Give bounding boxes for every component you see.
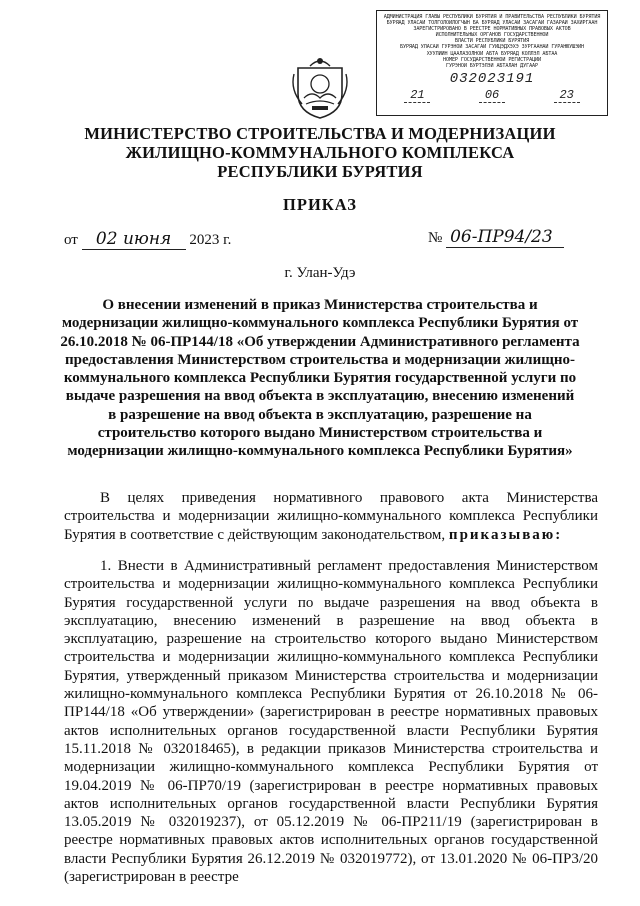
handwritten-number: 06-ПР94/23 <box>446 227 564 248</box>
document-type: ПРИКАЗ <box>283 195 357 214</box>
handwritten-date: 02 июня <box>82 229 186 250</box>
stamp-line: ВЛАСТИ РЕСПУБЛИКИ БУРЯТИЯ <box>454 38 530 45</box>
stamp-line: ХУУЛИИН ЦААЛАЗОЛНОЙ АБТА БУРЯАД КОЛЛЭЛ АБТАА <box>426 50 558 57</box>
stamp-line: НОМЕР ГОСУДАРСТВЕННОЙ РЕГИСТРАЦИИ <box>443 56 541 63</box>
stamp-line: БУРЯАД УЛАСАЙ ГУРЭНОЙ ЗАСАГАЙ ГУЙЦЭДХЭХЭ ЗУРГААНАЙ ГУРАНЮУШЭЙН <box>400 44 584 51</box>
coat-of-arms-icon <box>288 54 352 120</box>
registration-date <box>380 89 604 103</box>
stamp-line: БУРЯАД УЛАСАЙ ТОЛГОЛОЙЛОГЧЫН БА БУРЯАД УЛАСАЙ ЗАСАГАЙ ГАЗАРАЙ ЗАХИРГААН <box>386 20 598 27</box>
clause-1-paragraph: 1. Внести в Административный регламент предоставления Министерством строительства и модернизации жилищно-коммунального комплекса Республики Бурятия государственной услуги по выдаче разрешения на ввод объекта в эксплуатацию, внесению изменений в разрешение на ввод объекта в эксплуатацию, разрешение на строительство которого выдано Министерством строительства и модернизации жилищно-коммунального комплекса Республики Бурятия, утвержденный приказом Министерства строительства и модернизации жилищно-коммунального комплекса Республики Бурятия от 26.10.2018 № 06-ПР144/18 «Об утверждении» (зарегистрирован в реестре нормативных правовых актов исполнительных органов государственной власти Республики Бурятия 15.11.2018 № 032018465), в редакции приказов Министерства строительства и модернизации жилищно-коммунального комплекса Республики Бурятия от 19.04.2019 № 06-ПР70/19 (зарегистрирован в реестре нормативных правовых актов исполнительных органов государственной власти Республики Бурятия 13.05.2019 № 032019237), от 05.12.2019 № 06-ПР211/19 (зарегистрирован в реестре нормативных правовых актов исполнительных органов государственной власти Республики Бурятия 26.12.2019 № 032019772), от 13.01.2020 № 06-ПР3/20 (зарегистрирован в реестре <box>64 558 598 886</box>
preamble-paragraph <box>64 489 598 544</box>
stamp-line: ИСПОЛНИТЕЛЬНЫХ ОРГАНОВ ГОСУДАРСТВЕННОЙ <box>435 32 549 39</box>
ministry-name: МИНИСТЕРСТВО СТРОИТЕЛЬСТВА И МОДЕРНИЗАЦИИ ЖИЛИЩНО-КОММУНАЛЬНОГО КОМПЛЕКСА РЕСПУБЛИКИ БУРЯТИЯ <box>84 124 556 181</box>
year-label: 2023 г. <box>189 232 232 248</box>
from-label: от <box>64 232 78 248</box>
order-title: О внесении изменений в приказ Министерства строительства и модернизации жилищно-коммунального комплекса Республики Бурятия от 26.10.2018 № 06-ПР144/18 «Об утверждении Административного регламента предоставления Министерством строительства и модернизации жилищно-коммунального комплекса Республики Бурятия государственной услуги по выдаче разрешения на ввод объекта в эксплуатацию, внесению изменений в разрешение на ввод объекта в эксплуатацию, разрешение на строительство которого выдано Министерством строительства и модернизации жилищно-коммунального комплекса Республики Бурятия» <box>60 297 580 460</box>
number-label: № <box>428 230 443 246</box>
order-keyword: приказываю: <box>448 526 563 543</box>
order-number-line <box>428 227 564 248</box>
registration-month: 06 <box>479 89 505 103</box>
registration-day: 21 <box>404 89 430 103</box>
registration-number: 032023191 <box>449 70 535 87</box>
city: г. Улан-Удэ <box>284 265 356 281</box>
stamp-line: ГУРЭНОЙ БУРТЭЛЭЙ АБТАЛАН ДУГААР <box>446 62 538 69</box>
preamble-text: В целях приведения нормативного правового акта Министерства строительства и модернизации жилищно-коммунального комплекса Республики Бурятия в соответствие с действующим законодательством, <box>64 490 598 543</box>
registration-year: 23 <box>554 89 580 103</box>
order-date-line <box>64 229 231 250</box>
registration-stamp <box>376 10 608 116</box>
stamp-line: АДМИНИСТРАЦИЯ ГЛАВЫ РЕСПУБЛИКИ БУРЯТИЯ И ПРАВИТЕЛЬСТВА РЕСПУБЛИКИ БУРЯТИЯ <box>383 14 601 20</box>
stamp-line: ЗАРЕГИСТРИРОВАНО В РЕЕСТРЕ НОРМАТИВНЫХ ПРАВОВЫХ АКТОВ <box>413 26 571 33</box>
